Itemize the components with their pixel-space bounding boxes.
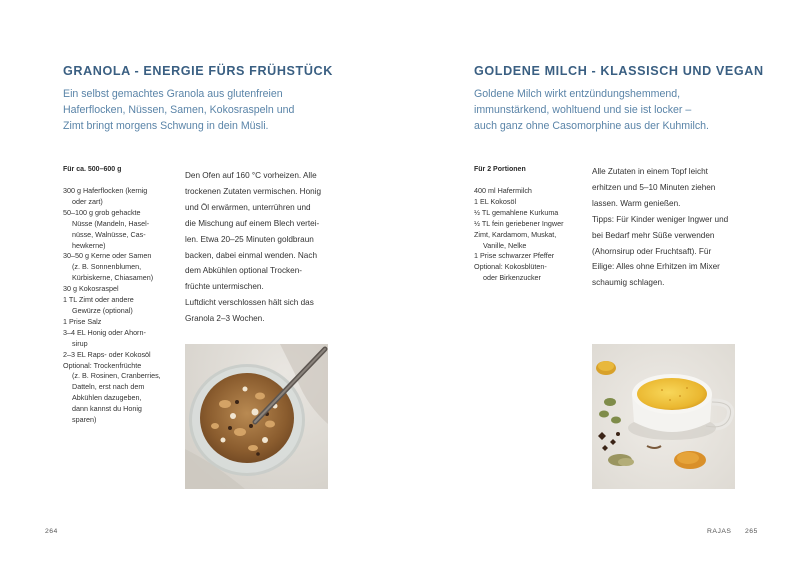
ingredient-line: 1 Prise schwarzer Pfeffer (474, 251, 555, 261)
ingredient-line: (z. B. Sonnenblumen, (72, 262, 142, 272)
granola-ingredients-heading: Für ca. 500–600 g (63, 166, 122, 173)
intro-line: auch ganz ohne Casomorphine aus der Kuhmilch. (474, 120, 709, 132)
ingredient-line: Optional: Kokosblüten- (474, 262, 547, 272)
ingredient-line: oder Birkenzucker (483, 273, 541, 283)
ingredient-line: Kürbiskerne, Chiasamen) (72, 273, 154, 283)
ingredient-line: ½ TL fein geriebener Ingwer (474, 218, 564, 228)
step-line: schaumig schlagen. (592, 278, 665, 288)
page-number-left: 264 (45, 528, 58, 535)
running-head: RAJAS (707, 528, 732, 535)
ingredient-line: 400 ml Hafermilch (474, 186, 532, 195)
step-line: lassen. Warm genießen. (592, 198, 681, 208)
ingredient-line: Gewürze (optional) (72, 305, 133, 315)
granola-ingredients-list (63, 186, 161, 426)
ingredient-line: 1 Prise Salz (63, 316, 102, 326)
step-line: bei Bedarf mehr Süße verwenden (592, 230, 715, 240)
step-line: die Mischung auf einem Blech vertei- (185, 218, 320, 228)
step-line: (Ahornsirup oder Fruchtsaft). Für (592, 246, 712, 256)
ingredient-line: Nüsse (Mandeln, Hasel- (72, 218, 150, 228)
ingredient-line: (z. B. Rosinen, Cranberries, (72, 371, 161, 381)
ingredient-line: sirup (72, 338, 88, 348)
granola-intro (63, 86, 294, 134)
golden-milk-instructions (592, 164, 728, 291)
ingredient-line: oder zart) (72, 196, 103, 206)
step-line: Den Ofen auf 160 °C vorheizen. Alle (185, 171, 317, 180)
ingredient-line: 300 g Haferflocken (kernig (63, 186, 148, 195)
ingredient-line: 1 TL Zimt oder andere (63, 295, 134, 305)
ingredient-line: dann kannst du Honig (72, 404, 142, 414)
ingredient-line: Optional: Trockenfrüchte (63, 360, 142, 370)
ingredient-line: Vanille, Nelke (483, 240, 527, 250)
golden-milk-intro (474, 86, 709, 134)
intro-line: immunstärkend, wohltuend und sie ist locker – (474, 104, 692, 116)
step-line: Alle Zutaten in einem Topf leicht (592, 167, 708, 176)
step-line: backen, dabei einmal wenden. Nach (185, 250, 317, 260)
ingredient-line: nüsse, Walnüsse, Cas- (72, 229, 146, 239)
ingredient-line: 50–100 g grob gehackte (63, 207, 141, 217)
ingredient-line: sparen) (72, 415, 97, 425)
step-line: früchte untermischen. (185, 282, 264, 292)
step-line: Eilige: Alles ohne Erhitzen im Mixer (592, 262, 720, 272)
ingredient-line: hewkerne) (72, 240, 106, 250)
step-line: trockenen Zutaten vermischen. Honig (185, 186, 322, 196)
golden-milk-ingredients-heading: Für 2 Portionen (474, 166, 526, 173)
ingredient-line: 1 EL Kokosöl (474, 196, 517, 206)
ingredient-line: Datteln, erst nach dem (72, 382, 145, 392)
ingredient-line: ½ TL gemahlene Kurkuma (474, 207, 559, 217)
ingredient-line: 30 g Kokosraspel (63, 284, 119, 294)
right-page (400, 0, 800, 567)
intro-line: Haferflocken, Nüssen, Samen, Kokosraspeln und (63, 104, 295, 116)
step-line: Tipps: Für Kinder weniger Ingwer und (592, 214, 729, 224)
intro-line: Goldene Milch wirkt entzündungshemmend, (474, 88, 681, 100)
intro-line: Ein selbst gemachtes Granola aus glutenfreien (63, 88, 283, 100)
page-number-right: 265 (745, 528, 758, 535)
step-line: Luftdicht verschlossen hält sich das (185, 298, 314, 308)
granola-photo (185, 344, 328, 489)
step-line: Granola 2–3 Wochen. (185, 314, 265, 324)
golden-milk-cup-image (592, 344, 735, 489)
step-line: dem Abkühlen optional Trocken- (185, 266, 302, 276)
golden-milk-ingredients-list (474, 186, 564, 284)
step-line: und Öl erwärmen, unterrühren und (185, 202, 311, 212)
ingredient-line: 2–3 EL Raps- oder Kokosöl (63, 349, 151, 359)
step-line: erhitzen und 5–10 Minuten ziehen (592, 182, 716, 192)
ingredient-line: Zimt, Kardamom, Muskat, (474, 229, 557, 239)
step-line: len. Etwa 20–25 Minuten goldbraun (185, 234, 314, 244)
ingredient-line: 30–50 g Kerne oder Samen (63, 251, 152, 261)
granola-instructions (185, 168, 321, 327)
ingredient-line: Abkühlen dazugeben, (72, 393, 142, 403)
golden-milk-photo (592, 344, 735, 489)
granola-jar-image (185, 344, 328, 489)
golden-milk-title: GOLDENE MILCH - KLASSISCH UND VEGAN (474, 64, 764, 78)
ingredient-line: 3–4 EL Honig oder Ahorn- (63, 327, 146, 337)
intro-line: Zimt bringt morgens Schwung in dein Müsli. (63, 120, 269, 132)
granola-title: GRANOLA - ENERGIE FÜRS FRÜHSTÜCK (63, 64, 333, 78)
